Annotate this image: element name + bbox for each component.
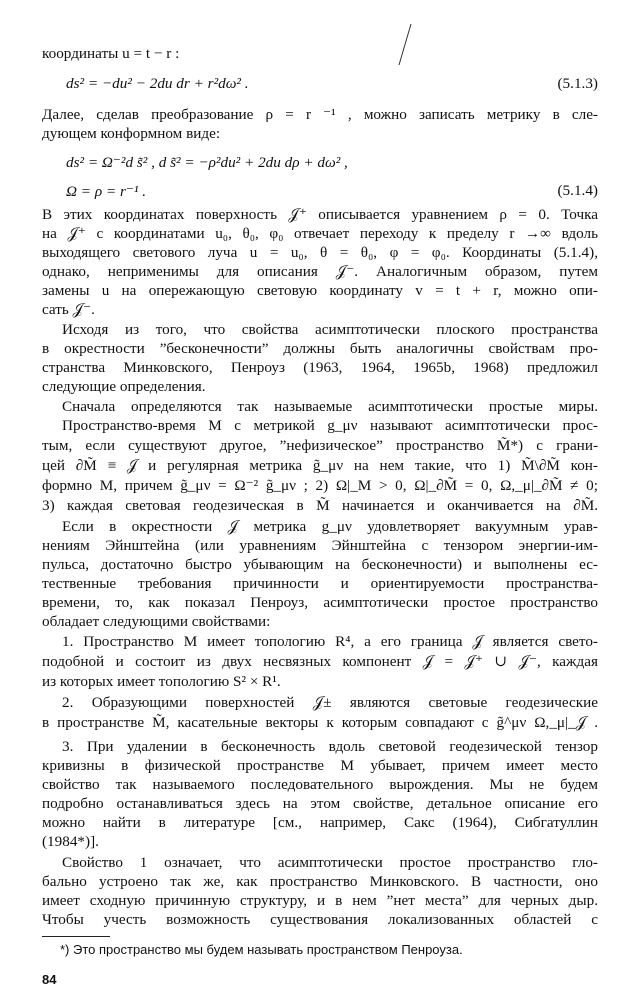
text-line: тественные требования причинности и ориентируемости пространства- <box>42 575 598 592</box>
text-line: нениям Эйнштейна (или уравнениям Эйнштейна с тензором энергии-им- <box>42 537 598 554</box>
text-line: цей ∂M̃ ≡ 𝒥 и регулярная метрика g̃_μν на нем такие, что 1) M̃\∂M̃ кон- <box>42 457 598 474</box>
text-line: тым, если существуют другое, ”нефизическое” пространство M̃*) с грани- <box>42 437 598 454</box>
text-line: координаты u = t − r : <box>42 45 180 62</box>
text-line: подобной и состоит из двух несвязных компонент 𝒥 = 𝒥⁺ ∪ 𝒥⁻, каждая <box>42 653 598 670</box>
text-line: 3) каждая световая геодезическая в M̃ начинается и оканчивается на ∂M̃. <box>42 497 598 514</box>
text-line: Далее, сделав преобразование ρ = r ⁻¹ , можно записать метрику в сле- <box>42 106 598 123</box>
text-line: бально устроено так же, как пространство Минковского. В частности, оно <box>42 873 598 890</box>
text-line: Если в окрестности 𝒥 метрика g_μν удовлетворяет вакуумным урав- <box>62 518 598 535</box>
footnote: *) Это пространство мы будем называть пространством Пенроуза. <box>60 942 463 957</box>
text-line: свойство так называемого последовательного вырождения. Мы не будем <box>42 776 598 793</box>
text-line: Пространство-время M с метрикой g_μν называют асимптотически прос- <box>62 417 598 434</box>
text-line: обладает следующими свойствами: <box>42 613 271 630</box>
text-line: 1. Пространство M имеет топологию R⁴, а его граница 𝒥 является свето- <box>62 633 598 650</box>
equation-5-1-4a: ds² = Ω⁻²d s̃² , d s̃² = −ρ²du² + 2du dρ + dω² , <box>66 154 348 171</box>
text-line: на 𝒥⁺ с координатами u₀, θ₀, φ₀ отвечает переходу к пределу r →∞ вдоль <box>42 225 598 242</box>
equation-5-1-4b: Ω = ρ = r⁻¹ . <box>66 183 147 200</box>
text-line: замены u на опережающую световую координату v = t + r, можно опи- <box>42 282 598 299</box>
text-line: можно найти в литературе [см., например, Сакс (1964), Сибгатуллин <box>42 814 598 831</box>
text-line: Исходя из того, что свойства асимптотически плоского пространства <box>62 321 598 338</box>
text-line: кривизны в физической пространстве M убывает, причем имеет место <box>42 757 598 774</box>
equation-number: (5.1.4) <box>557 182 598 199</box>
text-line: сать 𝒥⁻. <box>42 301 95 318</box>
page-number: 84 <box>42 972 57 987</box>
text-line: времени, то, как показал Пенроуз, асимптотически простое пространство <box>42 594 598 611</box>
text-line: формно M, причем g̃_μν = Ω⁻² g̃_μν ; 2) Ω|_M > 0, Ω|_∂M̃ = 0, Ω,_μ|_∂M̃ ≠ 0; <box>42 477 598 494</box>
equation-5-1-3: ds² = −du² − 2du dr + r²dω² . <box>66 75 249 92</box>
text-line: В этих координатах поверхность 𝒥⁺ описывается уравнением ρ = 0. Точка <box>42 206 598 223</box>
text-line: 3. При удалении в бесконечность вдоль световой геодезической тензор <box>62 738 598 755</box>
text-line: дующем конформном виде: <box>42 125 221 142</box>
text-line: странства Минковского, Пенроуз (1963, 1964, 1965b, 1968) предложил <box>42 359 598 376</box>
equation-number: (5.1.3) <box>557 75 598 92</box>
text-line: в окрестности ”бесконечности” должны быть аналогичны свойствам про- <box>42 340 598 357</box>
text-line: в пространстве M̃, касательные векторы к которым совпадают с g̃^μν Ω,_μ|_𝒥 . <box>42 714 598 731</box>
text-line: следующие определения. <box>42 378 206 395</box>
text-line: выходящего светового луча u = u₀, θ = θ₀, φ = φ₀. Координаты (5.1.4), <box>42 244 598 261</box>
text-line: имеет сходную причинную структуру, и в нем ”нет места” для черных дыр. <box>42 892 598 909</box>
text-line: подробно останавливаться здесь на этом свойстве, детальное описание его <box>42 795 598 812</box>
text-line: Чтобы учесть возможность существования локализованных областей с <box>42 911 598 928</box>
text-line: Сначала определяются так называемые асимптотически простые миры. <box>62 398 598 415</box>
text-line: 2. Образующими поверхностей 𝒥± являются световые геодезические <box>62 694 598 711</box>
footnote-rule <box>42 936 110 937</box>
text-line: однако, неприменимы для описания 𝒥⁻. Аналогичным образом, путем <box>42 263 598 280</box>
text-line: пульса, достаточно быстро убывающим на бесконечности) и выполнены ес- <box>42 556 598 573</box>
text-line: (1984*)]. <box>42 833 99 850</box>
text-line: из которых имеет топологию S² × R¹. <box>42 673 281 690</box>
text-line: Свойство 1 означает, что асимптотически простое пространство гло- <box>62 854 598 871</box>
